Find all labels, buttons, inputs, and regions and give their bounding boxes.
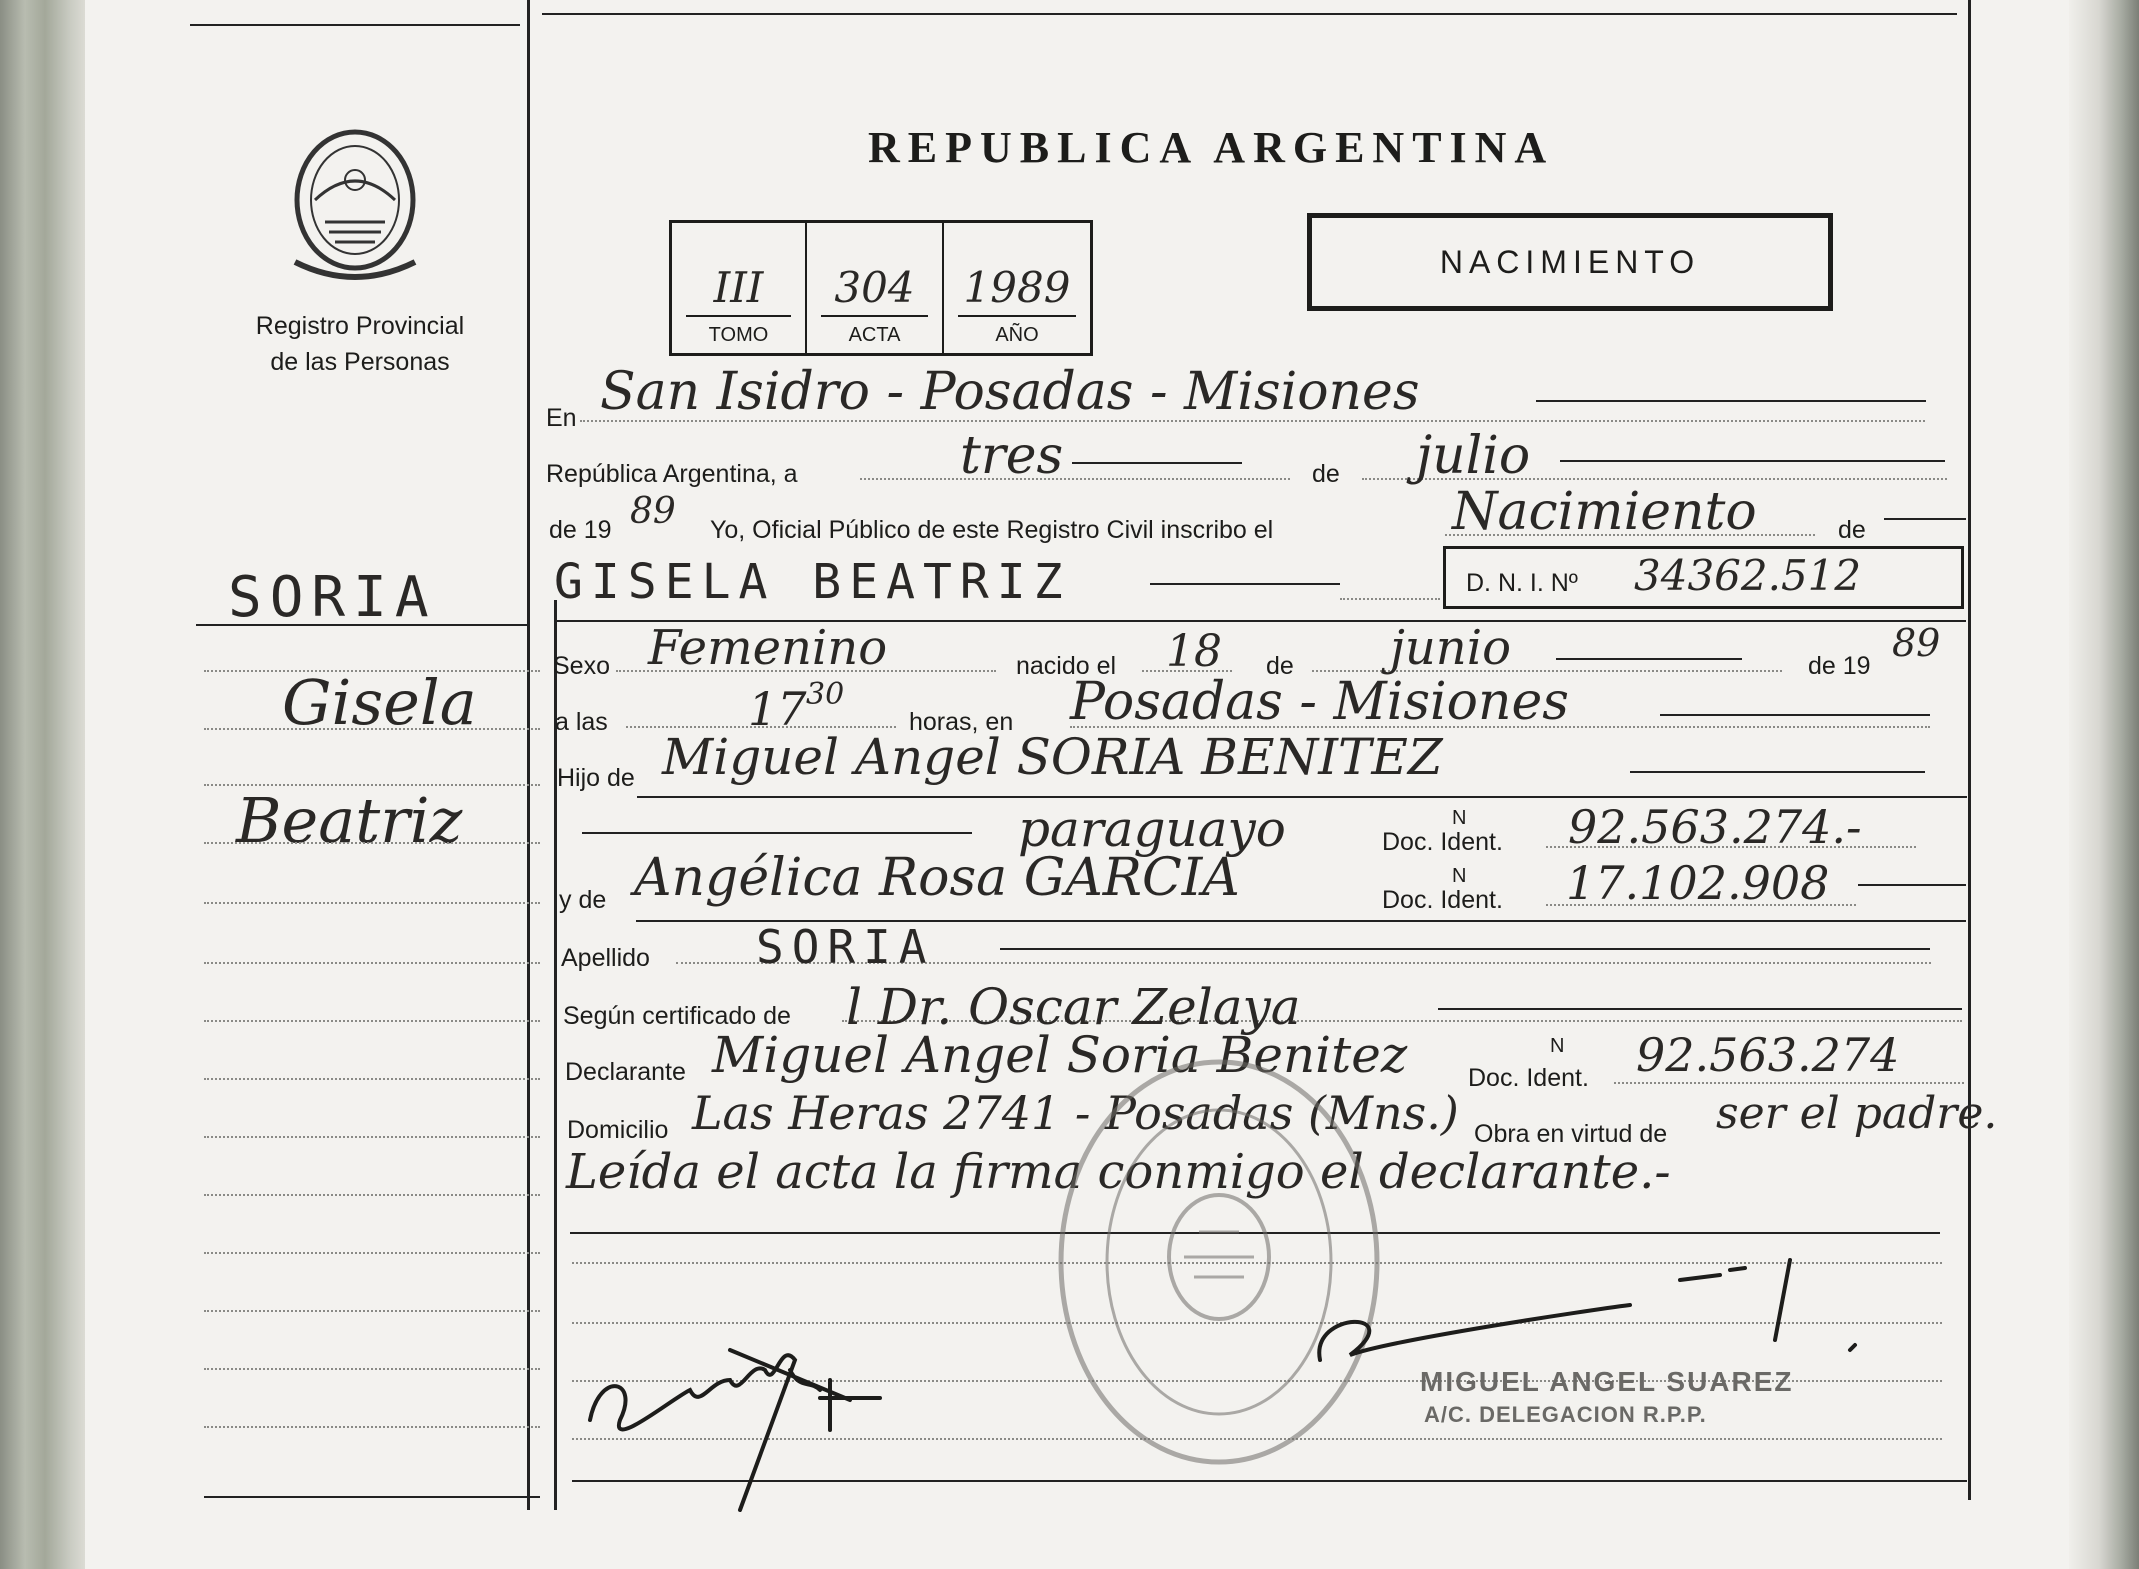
doc-label-declarante: Doc. Ident. xyxy=(1468,1064,1589,1092)
en-label: En xyxy=(546,404,577,432)
acta-label: ACTA xyxy=(848,324,901,346)
signature-role: A/C. DELEGACION R.P.P. xyxy=(1424,1402,1707,1427)
tomo-value: III xyxy=(713,263,764,312)
column-divider-left xyxy=(527,0,530,1510)
day-dash xyxy=(1072,462,1242,464)
column-divider-inner xyxy=(554,600,557,1510)
name-dots xyxy=(1340,598,1440,600)
name-value: GISELA BEATRIZ xyxy=(554,554,1071,610)
father-value: Miguel Angel SORIA BENITEZ xyxy=(662,728,1443,786)
act-type-dash xyxy=(1884,518,1966,520)
margin-dots-2 xyxy=(204,728,540,730)
republica-label: República Argentina, a xyxy=(546,460,798,488)
top-rule-left xyxy=(190,24,520,26)
act-type-dots xyxy=(1445,534,1815,536)
hijo-label: Hijo de xyxy=(557,764,635,792)
tomo-cell xyxy=(672,223,805,353)
signature-name: MIGUEL ANGEL SUAREZ xyxy=(1420,1366,1794,1397)
acta-value: 304 xyxy=(834,263,915,312)
day-value: tres xyxy=(960,426,1064,486)
act-type-value: Nacimiento xyxy=(1452,482,1757,542)
margin-dots-4 xyxy=(204,842,540,844)
apellido-value: SORIA xyxy=(756,920,935,974)
declarante-label: Declarante xyxy=(565,1058,686,1086)
yde-label: y de xyxy=(559,886,607,914)
nacido-label: nacido el xyxy=(1016,652,1117,680)
page-border-right xyxy=(1968,0,1971,1500)
margin-given-2: Beatriz xyxy=(236,784,463,857)
margin-dots-13 xyxy=(204,1368,540,1370)
book-spine-left xyxy=(0,0,95,1569)
father-rule xyxy=(637,796,1967,798)
dni-box xyxy=(1443,546,1964,609)
margin-dots-5 xyxy=(204,902,540,904)
obra-label: Obra en virtud de xyxy=(1474,1120,1668,1148)
margin-given-1: Gisela xyxy=(282,666,477,739)
doc-n-declarante: N xyxy=(1550,1035,1565,1057)
document-title: REPUBLICA ARGENTINA xyxy=(868,123,1555,172)
tomo-label: TOMO xyxy=(708,324,769,346)
horas-label: horas, en xyxy=(909,708,1014,736)
margin-surname: SORIA xyxy=(228,565,437,630)
de19-label: de 19 xyxy=(549,516,612,544)
alas-label: a las xyxy=(555,708,608,736)
mother-dash xyxy=(1858,884,1966,886)
sexo-label: Sexo xyxy=(553,652,610,680)
ano-cell xyxy=(944,223,1090,353)
month-dash xyxy=(1560,460,1945,462)
nacimiento-box: NACIMIENTO xyxy=(1307,213,1833,311)
margin-bottom-rule xyxy=(204,1496,540,1498)
declarante-doc: 92.563.274 xyxy=(1636,1028,1900,1082)
birth-day: 18 xyxy=(1166,626,1222,677)
margin-dots-14 xyxy=(204,1426,540,1428)
segun-label: Según certificado de xyxy=(563,1002,791,1030)
leida-value: Leída el acta la firma conmigo el declarante.- xyxy=(566,1144,1671,1200)
ano-label: AÑO xyxy=(995,324,1039,346)
misiones-seal-icon xyxy=(285,122,425,282)
birth-month-dash xyxy=(1556,658,1742,660)
birth-month: junio xyxy=(1390,620,1511,676)
margin-dots-9 xyxy=(204,1136,540,1138)
domicilio-value: Las Heras 2741 - Posadas (Mns.) xyxy=(692,1086,1459,1140)
ano-value: 1989 xyxy=(963,263,1071,312)
top-rule-right xyxy=(542,13,1957,15)
name-dash xyxy=(1150,583,1340,585)
birth-de19-label: de 19 xyxy=(1808,652,1871,680)
acta-cell xyxy=(807,223,942,353)
minute-value: 30 xyxy=(806,677,845,712)
margin-surname-rule xyxy=(196,624,528,626)
place-value: Posadas - Misiones xyxy=(1070,672,1569,732)
left-signature-icon xyxy=(580,1280,910,1520)
margin-dots-10 xyxy=(204,1194,540,1196)
margin-dots-8 xyxy=(204,1078,540,1080)
margin-dots-1 xyxy=(204,670,540,672)
father-doc: 92.563.274.- xyxy=(1568,800,1862,854)
en-dash xyxy=(1536,400,1926,402)
month-value: julio xyxy=(1416,426,1531,486)
margin-dots-11 xyxy=(204,1252,540,1254)
yo-label: Yo, Oficial Público de este Registro Civil inscribo el xyxy=(710,516,1274,544)
registro-line-1: Registro Provincial xyxy=(255,312,465,340)
doc-n-father: N xyxy=(1452,807,1467,829)
apellido-dash xyxy=(1000,948,1930,950)
ano-underline xyxy=(958,315,1076,317)
margin-dots-3 xyxy=(204,784,540,786)
mother-value: Angélica Rosa GARCIA xyxy=(634,848,1240,908)
doc-n-mother: N xyxy=(1452,865,1467,887)
de-label-3: de xyxy=(1266,652,1294,680)
nationality-dash xyxy=(582,832,972,834)
book-edge-right xyxy=(2069,0,2139,1569)
dni-value: 34362.512 xyxy=(1634,551,1862,600)
tomo-underline xyxy=(686,315,791,317)
birth-year-suffix: 89 xyxy=(1892,621,1941,665)
margin-dots-7 xyxy=(204,1020,540,1022)
margin-dots-12 xyxy=(204,1310,540,1312)
republica-dots-1 xyxy=(860,478,1290,480)
declarante-value: Miguel Angel Soria Benitez xyxy=(712,1026,1408,1084)
de-label-2: de xyxy=(1838,516,1866,544)
year-suffix: 89 xyxy=(630,491,676,532)
mother-doc: 17.102.908 xyxy=(1566,856,1830,910)
domicilio-label: Domicilio xyxy=(567,1116,669,1144)
acta-underline xyxy=(821,315,928,317)
registro-line-2: de las Personas xyxy=(270,348,450,376)
certificado-value: l Dr. Oscar Zelaya xyxy=(846,978,1301,1036)
place-dash xyxy=(1660,714,1930,716)
father-nationality: paraguayo xyxy=(1018,800,1286,858)
right-signature-icon xyxy=(1290,1250,1870,1380)
record-reference-box xyxy=(669,220,1093,356)
de-label-1: de xyxy=(1312,460,1340,488)
doc-label-father: Doc. Ident. xyxy=(1382,828,1503,856)
margin-dots-6 xyxy=(204,962,540,964)
declarante-doc-dots xyxy=(1614,1082,1964,1084)
sexo-value: Femenino xyxy=(648,620,888,676)
certificado-dash xyxy=(1438,1008,1962,1010)
apellido-label: Apellido xyxy=(561,944,650,972)
en-value: San Isidro - Posadas - Misiones xyxy=(600,362,1420,422)
hour-value: 17 xyxy=(748,682,807,736)
obra-value: ser el padre. xyxy=(1716,1088,1998,1139)
doc-label-mother: Doc. Ident. xyxy=(1382,886,1503,914)
dni-label: D. N. I. Nº xyxy=(1466,569,1578,597)
registro-provincial-label xyxy=(230,308,490,380)
father-dash xyxy=(1630,771,1925,773)
